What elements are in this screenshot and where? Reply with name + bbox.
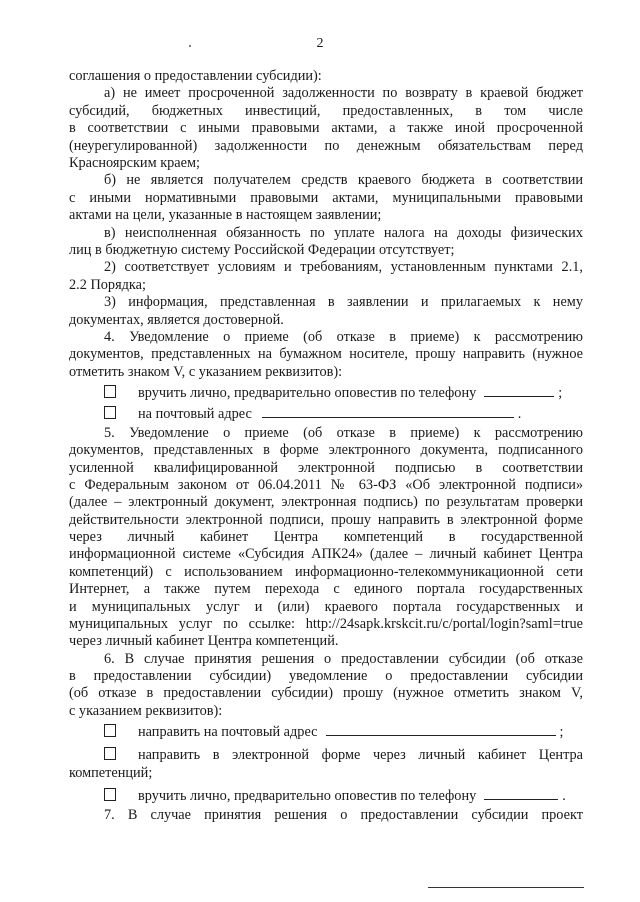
- text-line: документах, является достоверной.: [69, 311, 284, 328]
- text-line: актами на цели, указанные в настоящем заявлении;: [69, 207, 382, 224]
- text-line: а) не имеет просроченной задолженности по возврату в краевой бюджет: [104, 85, 583, 102]
- text-line: лиц в бюджетную систему Российской Федерации отсутствует;: [69, 242, 455, 258]
- page-number: 2: [316, 36, 324, 51]
- fill-in-blank[interactable]: [484, 384, 554, 397]
- checkbox-label: на почтовый адрес: [138, 406, 252, 422]
- text-line: документов, представленных в форме электронного документа, подписанного: [69, 442, 583, 459]
- checkbox-icon[interactable]: [104, 747, 116, 760]
- text-line: компетенций) с использованием информационно-телекоммуникационной сети: [69, 563, 583, 580]
- text-line: через личный кабинет Центра компетенций.: [69, 633, 339, 650]
- punctuation: ;: [559, 724, 564, 740]
- text-line: отметить знаком V, с указанием реквизитов):: [69, 363, 343, 380]
- text-line: (об отказе в предоставлении субсидии) прошу (нужное отметить знаком V,: [69, 685, 583, 702]
- punctuation: .: [562, 788, 566, 804]
- text-line: Интернет, а также путем перехода с единого портала государственных: [69, 581, 583, 598]
- text-line: муниципальных услуг по ссылке: http://24sapk.krskcit.ru/c/portal/login?saml=true: [69, 615, 583, 632]
- scan-speck: [189, 45, 191, 47]
- text-line: 2) соответствует условиям и требованиям, установленным пунктами 2.1,: [104, 259, 583, 276]
- text-line: действительности электронной подписи, прошу направить в электронной форме: [69, 511, 583, 528]
- text-line: с указанием реквизитов):: [69, 702, 223, 719]
- text-line: документов, представленных на бумажном носителе, прошу направить (нужное: [69, 346, 583, 363]
- text-line: 2.2 Порядка;: [69, 276, 146, 293]
- text-line: 7. В случае принятия решения о предоставлении субсидии проект: [104, 807, 583, 823]
- text-line: информационной системе «Субсидия АПК24» (далее – личный кабинет Центра: [69, 546, 583, 563]
- checkbox-label: вручить лично, предварительно оповестив по телефону: [138, 788, 477, 804]
- text-line: в предоставлении субсидии) уведомление о предоставлении субсидии: [69, 667, 583, 684]
- checkbox-option: [104, 723, 583, 741]
- footer-rule: [428, 887, 584, 888]
- checkbox-option: [104, 405, 583, 423]
- checkbox-icon[interactable]: [104, 724, 116, 737]
- text-line: соглашения о предоставлении субсидии):: [69, 68, 322, 84]
- checkbox-option: [104, 746, 583, 764]
- text-line: в соответствии с иными правовыми актами, а также иной просроченной: [69, 120, 583, 137]
- checkbox-label: направить на почтовый адрес: [138, 724, 318, 740]
- text-line: с иными нормативными правовыми актами, муниципальными правовыми: [69, 189, 583, 206]
- fill-in-blank[interactable]: [326, 723, 556, 736]
- punctuation: .: [517, 406, 522, 422]
- checkbox-label: направить в электронной форме через личный кабинет Центра: [138, 747, 583, 763]
- text-line: (далее – электронный документ, электронная подпись) по результатам проверки: [69, 494, 583, 511]
- checkbox-label: вручить лично, предварительно оповестив по телефону: [138, 385, 477, 401]
- checkbox-icon[interactable]: [104, 788, 116, 801]
- text-line: 4. Уведомление о приеме (об отказе в приеме) к рассмотрению: [104, 329, 583, 345]
- checkbox-option: [104, 787, 583, 805]
- text-line: 3) информация, представленная в заявлении и прилагаемых к нему: [104, 294, 583, 311]
- text-line: (неурегулированной) задолженности по денежным обязательствам перед: [69, 137, 583, 154]
- checkbox-icon[interactable]: [104, 406, 116, 419]
- text-line: субсидий, бюджетных инвестиций, предоставленных, в том числе: [69, 102, 583, 119]
- text-line: 5. Уведомление о приеме (об отказе в приеме) к рассмотрению: [104, 425, 583, 441]
- text-line: компетенций;: [69, 765, 153, 781]
- text-line: и муниципальных услуг и (или) краевого портала государственных и: [69, 598, 583, 615]
- text-line: 6. В случае принятия решения о предоставлении субсидии (об отказе: [104, 650, 583, 667]
- text-line: Красноярским краем;: [69, 155, 200, 171]
- text-line: б) не является получателем средств краевого бюджета в соответствии: [104, 172, 583, 189]
- fill-in-blank[interactable]: [484, 787, 558, 800]
- checkbox-option: [104, 384, 583, 402]
- checkbox-icon[interactable]: [104, 385, 116, 398]
- text-line: с Федеральным законом от 06.04.2011 № 63-ФЗ «Об электронной подписи»: [69, 477, 583, 494]
- text-line: усиленной квалифицированной электронной подписью в соответствии: [69, 459, 583, 476]
- text-line: через личный кабинет Центра компетенций в государственной: [69, 529, 583, 546]
- text-line: в) неисполненная обязанность по уплате налога на доходы физических: [104, 224, 583, 241]
- fill-in-blank[interactable]: [262, 405, 514, 418]
- punctuation: ;: [558, 385, 563, 401]
